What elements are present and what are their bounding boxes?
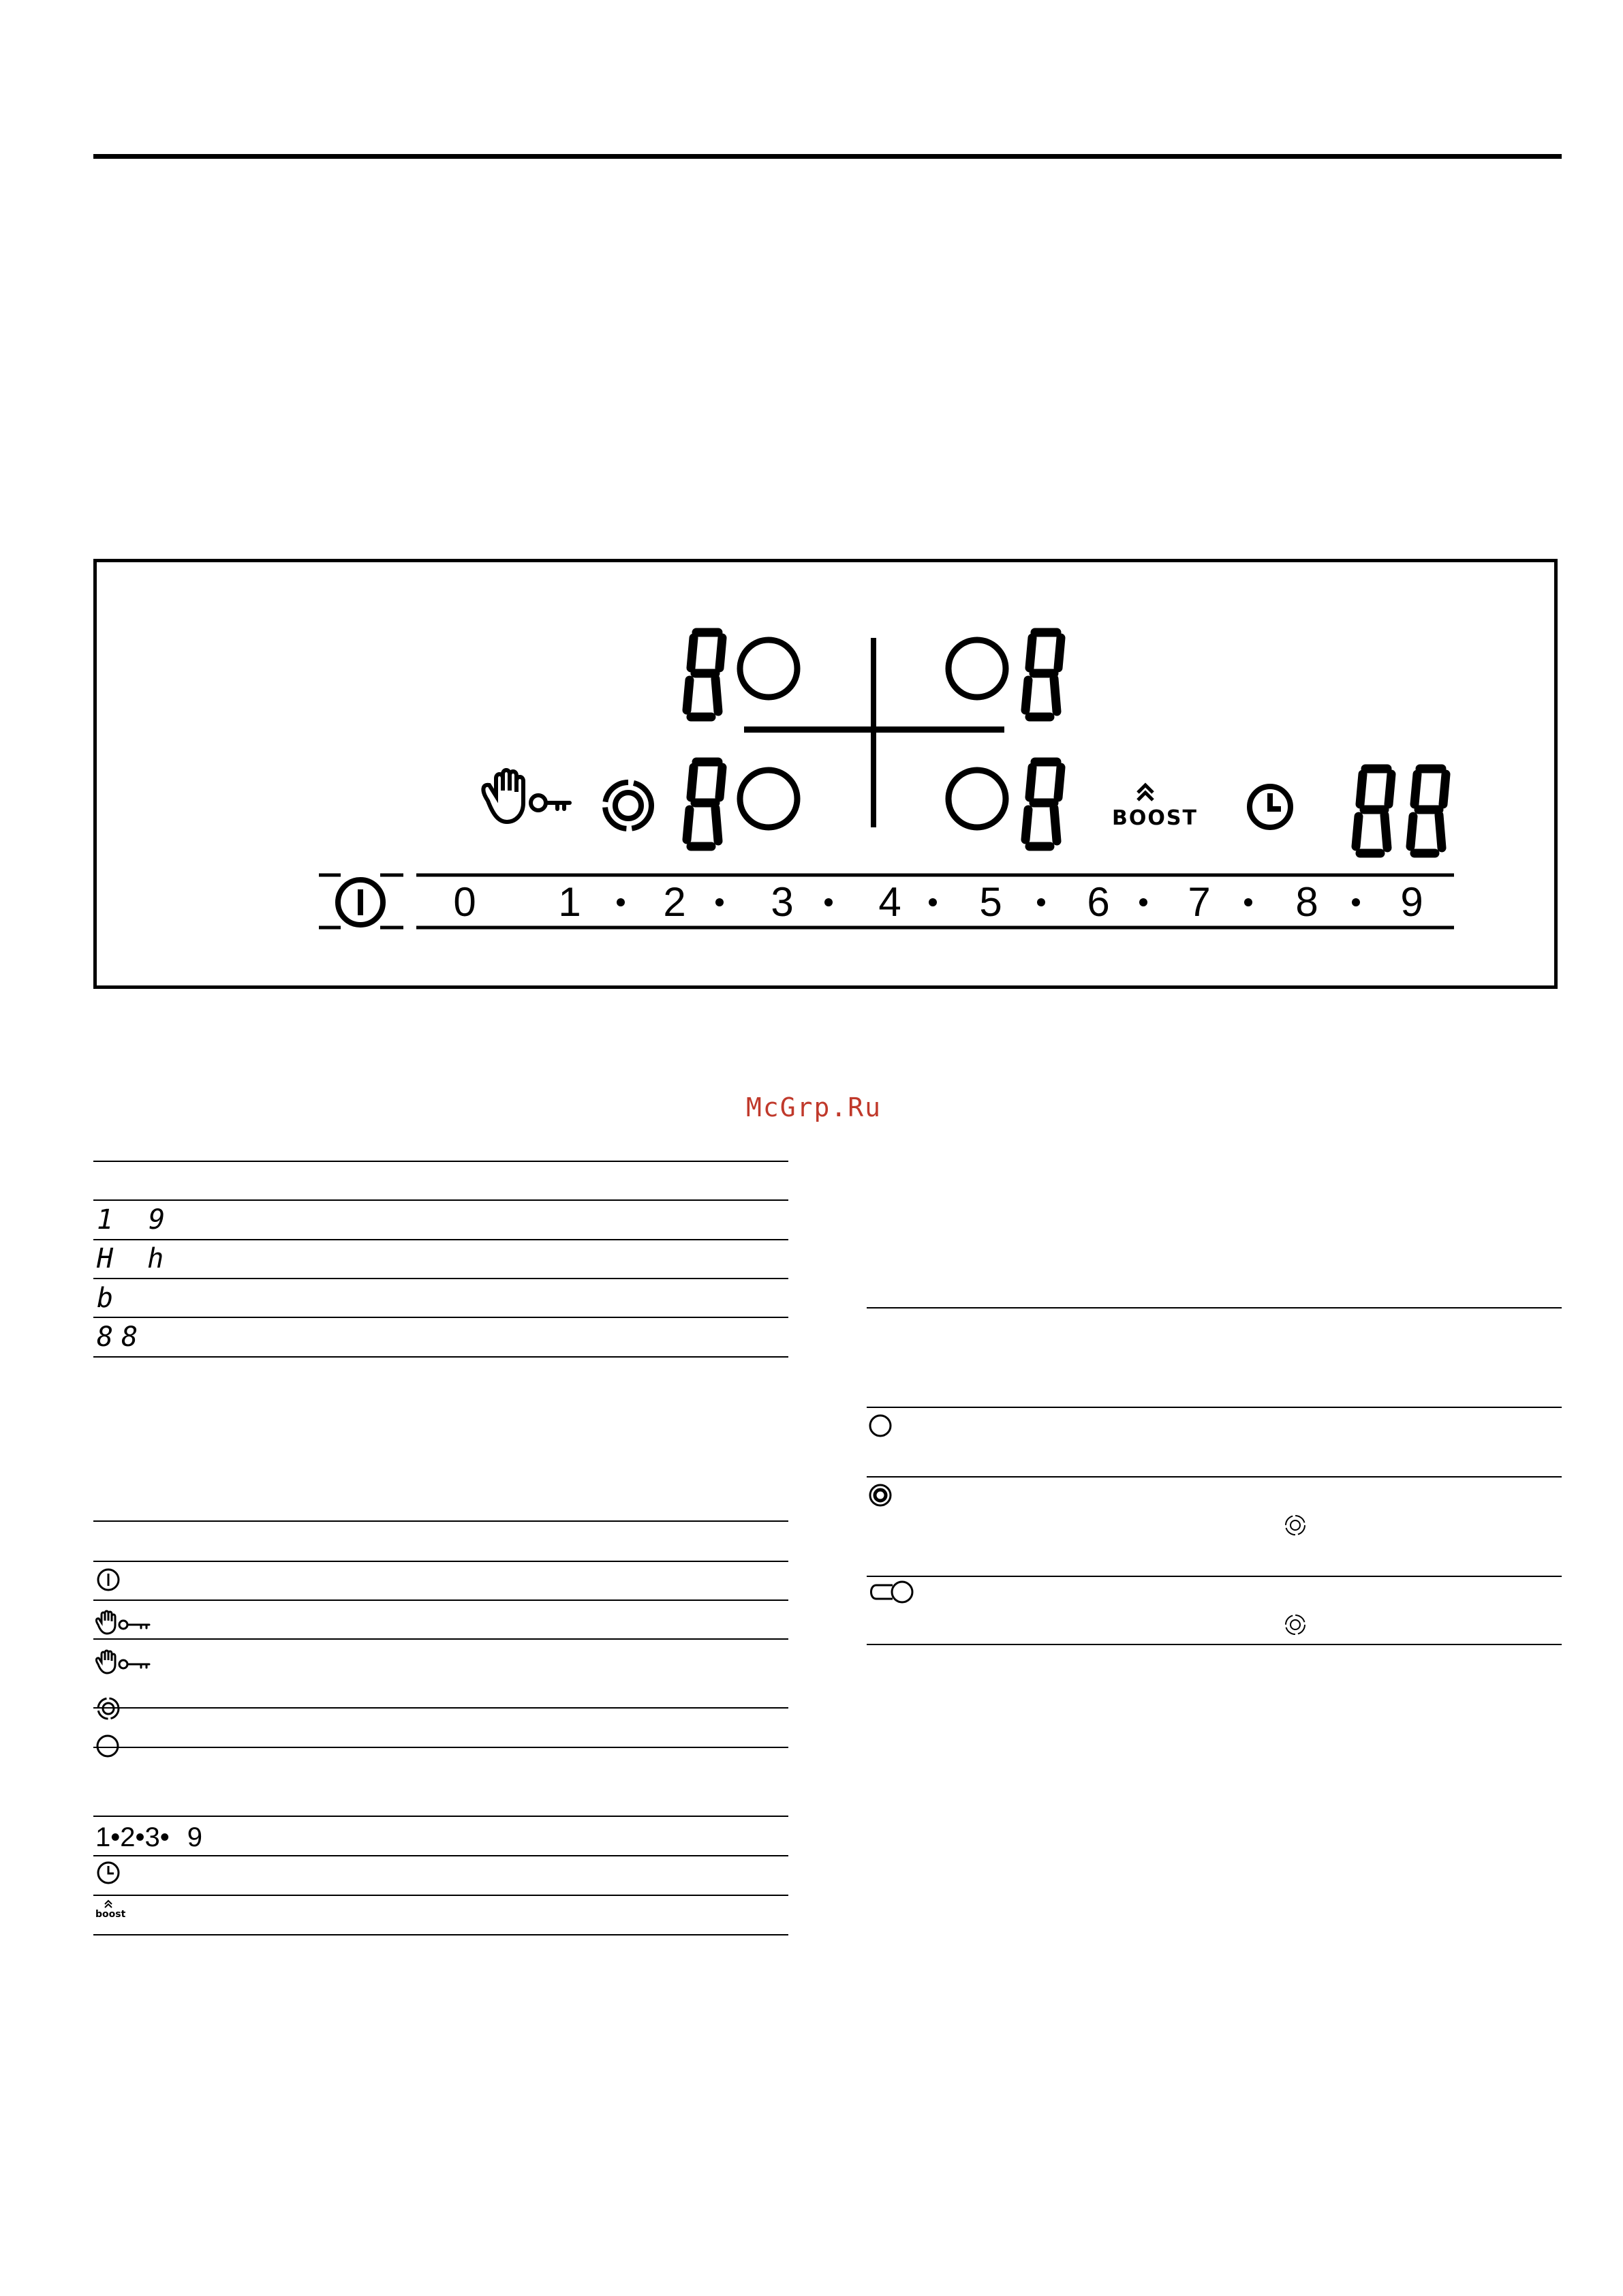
- table-row-divider: [93, 1356, 788, 1358]
- zone-display-rear-right: [1025, 762, 1061, 846]
- power-levels-label: [95, 1820, 202, 1855]
- slider-dot[interactable]: [1037, 898, 1045, 906]
- dual-zone-icon: [605, 782, 651, 829]
- table-controls-rule: [93, 1520, 788, 1522]
- indicator-symbol: 9: [149, 1204, 166, 1236]
- slider-label-1[interactable]: 1: [558, 879, 581, 925]
- extended-zone-icon: [871, 1582, 913, 1602]
- timer-display-digit-2: [1410, 769, 1446, 853]
- table-row-divider: [93, 1707, 788, 1709]
- zone-display-front-left: [687, 632, 722, 717]
- table-row: [97, 1241, 164, 1276]
- zone-front-right-icon: [948, 640, 1006, 697]
- table-row-divider: [93, 1895, 788, 1896]
- indicator-symbol: 1: [97, 1204, 114, 1236]
- dual-zone-icon: [98, 1698, 119, 1719]
- zone-front-left-icon: [740, 640, 797, 697]
- indicator-symbol: 8: [121, 1321, 138, 1353]
- slider-dot[interactable]: [824, 898, 833, 906]
- watermark: McGrp.Ru: [746, 1092, 882, 1122]
- table-row-divider: [93, 1317, 788, 1318]
- boost-small-label: boost: [95, 1909, 126, 1920]
- slider-label-5[interactable]: 5: [979, 879, 1002, 925]
- control-icons: [93, 1561, 175, 1942]
- zone-circle-icon: [870, 1415, 891, 1436]
- zone-display-rear-left: [687, 762, 722, 846]
- boost-chevron-icon: [1138, 785, 1153, 800]
- table-row-divider: [93, 1199, 788, 1201]
- table-row-divider: [93, 1934, 788, 1935]
- cross-horizontal: [744, 726, 1004, 733]
- slider-label-2[interactable]: 2: [663, 879, 686, 925]
- slider-label-9[interactable]: 9: [1400, 879, 1423, 925]
- indicator-symbol: b: [97, 1283, 114, 1314]
- slider-label-4[interactable]: 4: [878, 879, 901, 925]
- indicator-symbol: h: [147, 1243, 164, 1274]
- zone-display-front-right: [1025, 632, 1061, 717]
- zone-rear-left-icon: [740, 770, 797, 827]
- indicator-symbol: 8: [97, 1321, 114, 1353]
- table-row-divider: [93, 1855, 788, 1856]
- table-row-divider: [93, 1638, 788, 1640]
- slider-label-8[interactable]: 8: [1295, 879, 1318, 925]
- slider-dot[interactable]: [617, 898, 625, 906]
- timer-display-digit-1: [1356, 769, 1391, 853]
- table-row: [97, 1281, 113, 1316]
- table-row-divider: [93, 1599, 788, 1601]
- slider-label-6[interactable]: 6: [1087, 879, 1110, 925]
- table-indicators-rule: [93, 1161, 788, 1162]
- dual-zone-icon: [870, 1485, 891, 1505]
- slider-label-3[interactable]: 3: [771, 879, 794, 925]
- hand-key-icon: [483, 770, 570, 822]
- dual-zone-small-icon: [1286, 1516, 1305, 1535]
- clock-icon: [1250, 786, 1290, 827]
- table-row: [97, 1202, 165, 1238]
- table-row-divider: [93, 1747, 788, 1748]
- indicator-symbol: H: [97, 1243, 114, 1274]
- hand-key-icon: [96, 1651, 149, 1673]
- slider-dot[interactable]: [1139, 898, 1147, 906]
- power-icon: [338, 880, 383, 925]
- table-row: [97, 1319, 138, 1355]
- table-row-divider: [93, 1816, 788, 1817]
- hand-key-icon: [96, 1611, 149, 1634]
- zone-rear-right-icon: [948, 770, 1006, 827]
- table-zones-rule: [867, 1307, 1562, 1308]
- power-icon: [98, 1570, 119, 1590]
- dual-zone-small-icon: [1286, 1615, 1305, 1634]
- slider-label-7[interactable]: 7: [1188, 879, 1211, 925]
- table-row-divider: [93, 1278, 788, 1279]
- clock-icon: [98, 1863, 119, 1883]
- table-row-divider: [93, 1561, 788, 1562]
- boost-label[interactable]: BOOST: [1112, 806, 1198, 830]
- zone-icons: [867, 1407, 1562, 1645]
- slider-dot[interactable]: [1352, 898, 1360, 906]
- slider-dot[interactable]: [929, 898, 937, 906]
- table-row-divider: [93, 1239, 788, 1240]
- boost-chevron-icon: [105, 1901, 112, 1908]
- slider-dot[interactable]: [715, 898, 724, 906]
- power-levels-range: 1•2•3•: [95, 1822, 170, 1852]
- slider-label-0[interactable]: 0: [453, 879, 476, 925]
- slider-dot[interactable]: [1244, 898, 1252, 906]
- zone-circle-icon: [97, 1736, 118, 1756]
- power-levels-max: 9: [187, 1822, 202, 1852]
